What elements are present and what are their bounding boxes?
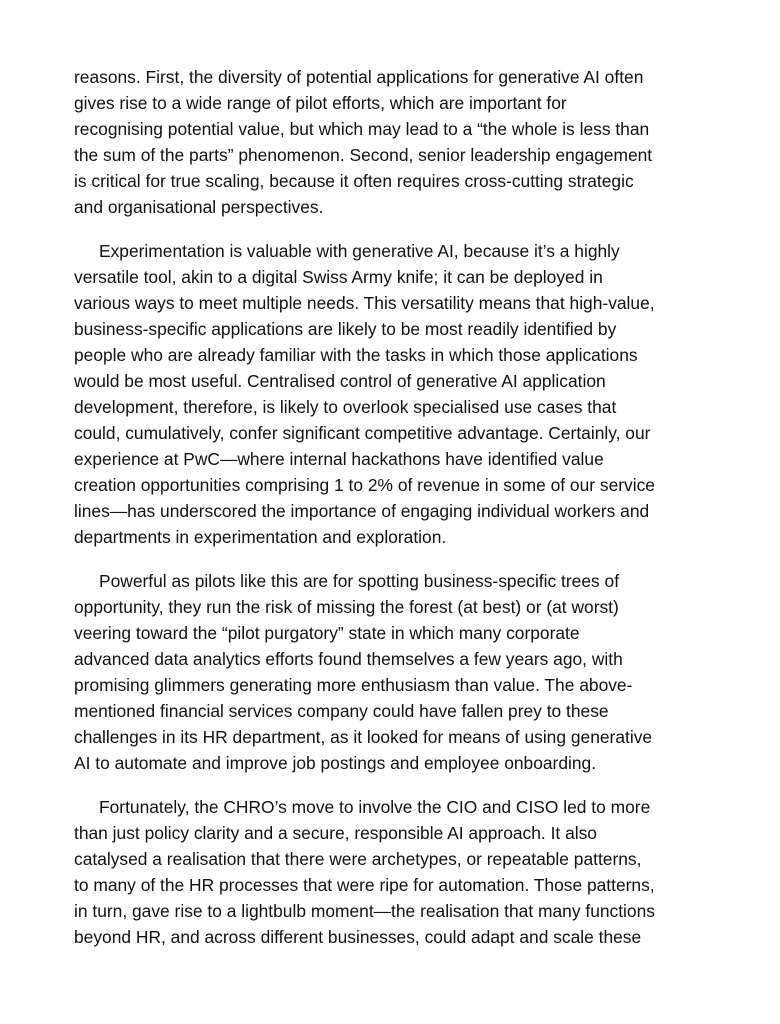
- text-line: mentioned financial services company could have fallen prey to these: [74, 701, 609, 721]
- text-line: opportunity, they run the risk of missing the forest (at best) or (at worst): [74, 597, 619, 617]
- text-line: advanced data analytics efforts found themselves a few years ago, with: [74, 649, 623, 669]
- text-line: Fortunately, the CHRO’s move to involve the CIO and CISO led to more: [99, 797, 651, 817]
- text-line: business-specific applications are likely to be most readily identified by: [74, 319, 617, 339]
- text-line: creation opportunities comprising 1 to 2% of revenue in some of our service: [74, 475, 655, 495]
- paragraph-3: [74, 568, 714, 776]
- text-line: Experimentation is valuable with generative AI, because it’s a highly: [99, 241, 620, 261]
- text-line: beyond HR, and across different businesses, could adapt and scale these: [74, 927, 642, 947]
- text-line: catalysed a realisation that there were archetypes, or repeatable patterns,: [74, 849, 642, 869]
- text-line: could, cumulatively, confer significant competitive advantage. Certainly, our: [74, 423, 651, 443]
- text-line: development, therefore, is likely to overlook specialised use cases that: [74, 397, 617, 417]
- text-line: departments in experimentation and exploration.: [74, 527, 447, 547]
- text-line: and organisational perspectives.: [74, 197, 324, 217]
- text-line: is critical for true scaling, because it often requires cross-cutting strategic: [74, 171, 634, 191]
- text-line: Powerful as pilots like this are for spotting business-specific trees of: [99, 571, 620, 591]
- text-line: lines—has underscored the importance of engaging individual workers and: [74, 501, 650, 521]
- text-line: recognising potential value, but which may lead to a “the whole is less than: [74, 119, 650, 139]
- text-line: versatile tool, akin to a digital Swiss Army knife; it can be deployed in: [74, 267, 603, 287]
- text-line: would be most useful. Centralised control of generative AI application: [74, 371, 606, 391]
- text-line: various ways to meet multiple needs. This versatility means that high-value,: [74, 293, 655, 313]
- text-line: than just policy clarity and a secure, responsible AI approach. It also: [74, 823, 597, 843]
- text-line: challenges in its HR department, as it looked for means of using generative: [74, 727, 653, 747]
- text-line: AI to automate and improve job postings and employee onboarding.: [74, 753, 597, 773]
- text-line: gives rise to a wide range of pilot efforts, which are important for: [74, 93, 567, 113]
- text-line: experience at PwC—where internal hackathons have identified value: [74, 449, 604, 469]
- text-line: promising glimmers generating more enthusiasm than value. The above-: [74, 675, 633, 695]
- paragraph-1: [74, 64, 714, 220]
- paragraph-2: [74, 238, 714, 550]
- paragraph-4: [74, 794, 714, 950]
- text-line: people who are already familiar with the tasks in which those applications: [74, 345, 638, 365]
- text-line: the sum of the parts” phenomenon. Second, senior leadership engagement: [74, 145, 653, 165]
- text-line: reasons. First, the diversity of potential applications for generative AI often: [74, 67, 644, 87]
- text-line: in turn, gave rise to a lightbulb moment—the realisation that many functions: [74, 901, 655, 921]
- text-line: veering toward the “pilot purgatory” state in which many corporate: [74, 623, 580, 643]
- text-line: to many of the HR processes that were ripe for automation. Those patterns,: [74, 875, 655, 895]
- document-page: [74, 64, 714, 950]
